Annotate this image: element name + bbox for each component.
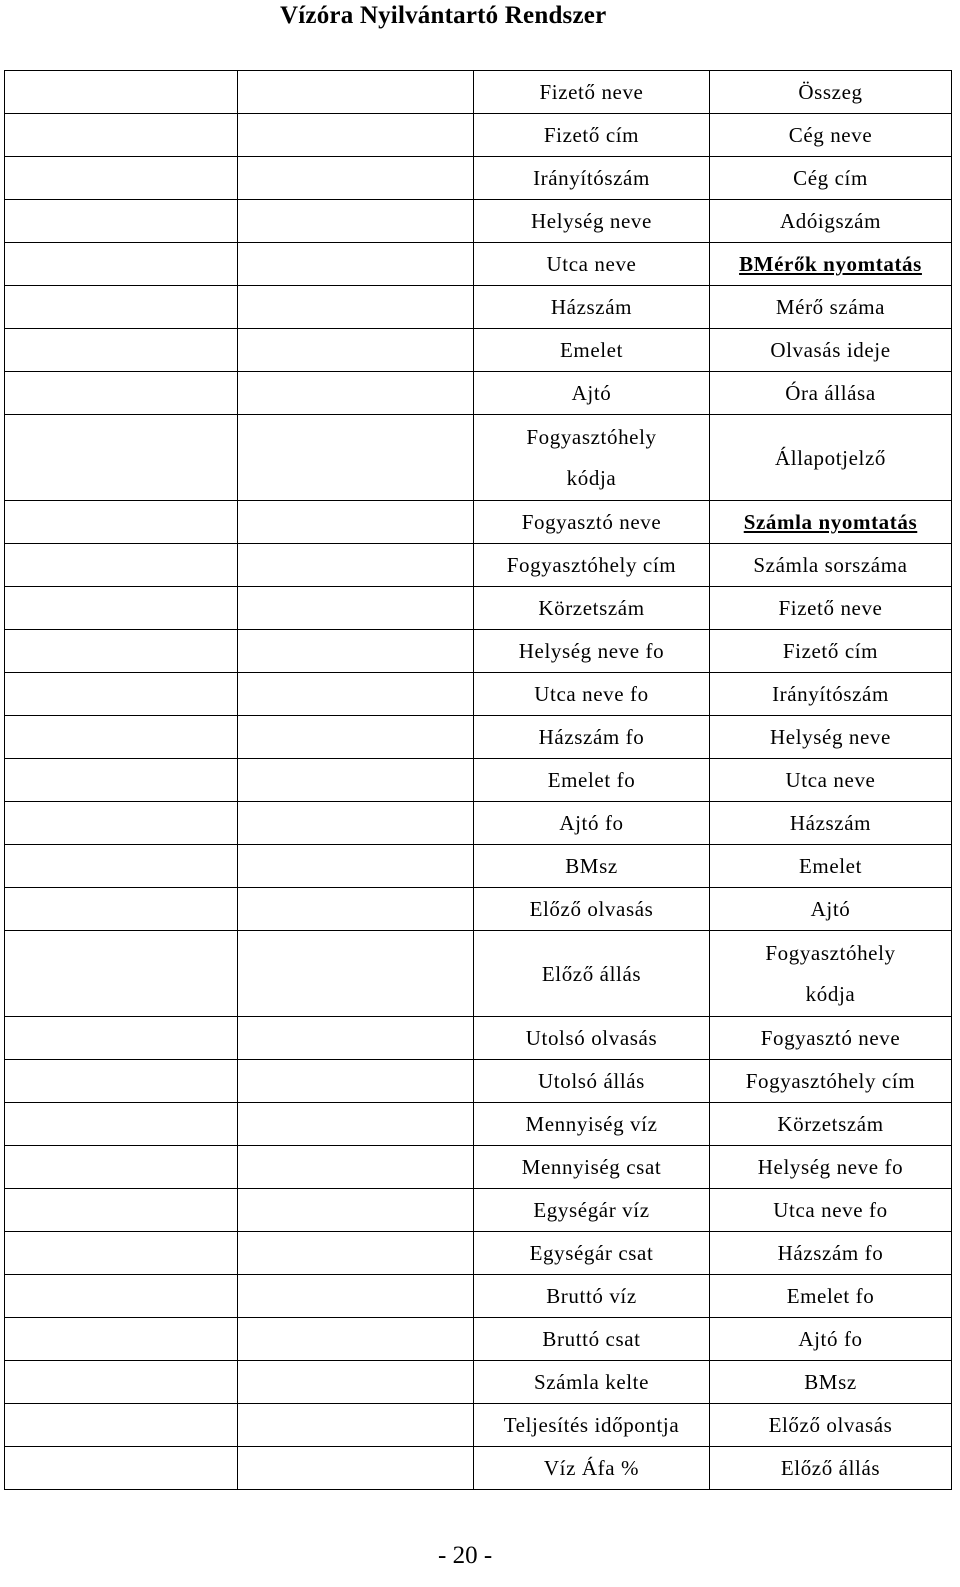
empty-cell (5, 501, 238, 544)
empty-cell (5, 71, 238, 114)
table-row (5, 1361, 952, 1404)
field-cell-left: Utolsó olvasás (474, 1017, 710, 1060)
table-row (5, 673, 952, 716)
field-table-body (5, 71, 952, 1490)
empty-cell (5, 673, 238, 716)
field-cell-right: Fizető cím (710, 630, 952, 673)
empty-cell (238, 759, 474, 802)
table-row (5, 1060, 952, 1103)
empty-cell (238, 157, 474, 200)
table-row (5, 200, 952, 243)
table-row (5, 1318, 952, 1361)
empty-cell (238, 1189, 474, 1232)
field-cell-right: Összeg (710, 71, 952, 114)
field-cell-right: Emelet fo (710, 1275, 952, 1318)
empty-cell (5, 114, 238, 157)
field-cell-left: Fizető cím (474, 114, 710, 157)
table-row (5, 630, 952, 673)
table-row (5, 286, 952, 329)
empty-cell (238, 200, 474, 243)
field-cell-left: Irányítószám (474, 157, 710, 200)
table-row (5, 372, 952, 415)
field-cell-right: Körzetszám (710, 1103, 952, 1146)
field-cell-right: Olvasás ideje (710, 329, 952, 372)
field-cell-left: Utolsó állás (474, 1060, 710, 1103)
empty-cell (238, 802, 474, 845)
empty-cell (238, 931, 474, 1017)
empty-cell (5, 587, 238, 630)
field-cell-right: Fogyasztóhely cím (710, 1060, 952, 1103)
empty-cell (238, 544, 474, 587)
table-row (5, 1017, 952, 1060)
field-cell-left: Fogyasztóhely cím (474, 544, 710, 587)
field-cell-right: Házszám fo (710, 1232, 952, 1275)
table-row (5, 157, 952, 200)
field-cell-right-line: kódja (805, 981, 856, 1006)
empty-cell (5, 544, 238, 587)
empty-cell (238, 716, 474, 759)
field-cell-left: Teljesítés időpontja (474, 1404, 710, 1447)
table-row (5, 1404, 952, 1447)
field-cell-left (474, 415, 710, 501)
page-title: Vízóra Nyilvántartó Rendszer (280, 2, 607, 29)
empty-cell (238, 1275, 474, 1318)
field-cell-right: Óra állása (710, 372, 952, 415)
table-row (5, 802, 952, 845)
empty-cell (5, 286, 238, 329)
field-cell-right: Fizető neve (710, 587, 952, 630)
field-cell-left: Helység neve fo (474, 630, 710, 673)
empty-cell (5, 329, 238, 372)
table-row (5, 716, 952, 759)
page-number: - 20 - (438, 1542, 493, 1569)
field-cell-right: Utca neve fo (710, 1189, 952, 1232)
field-cell-left: Körzetszám (474, 587, 710, 630)
empty-cell (238, 1404, 474, 1447)
table-row (5, 329, 952, 372)
field-cell-left: Fogyasztó neve (474, 501, 710, 544)
table-row (5, 888, 952, 931)
empty-cell (238, 1361, 474, 1404)
empty-cell (5, 1318, 238, 1361)
empty-cell (238, 71, 474, 114)
empty-cell (5, 243, 238, 286)
empty-cell (238, 415, 474, 501)
empty-cell (238, 630, 474, 673)
field-cell-left: Egységár víz (474, 1189, 710, 1232)
field-cell-left: Mennyiség víz (474, 1103, 710, 1146)
table-row (5, 759, 952, 802)
field-cell-right: Helység neve fo (710, 1146, 952, 1189)
table-row (5, 415, 952, 501)
table-row (5, 1232, 952, 1275)
empty-cell (238, 372, 474, 415)
table-row (5, 845, 952, 888)
table-row (5, 501, 952, 544)
field-cell-left: Fizető neve (474, 71, 710, 114)
field-cell-left: Előző állás (474, 931, 710, 1017)
field-cell-left: Bruttó víz (474, 1275, 710, 1318)
field-cell-right: Házszám (710, 802, 952, 845)
empty-cell (5, 1232, 238, 1275)
field-cell-left: BMsz (474, 845, 710, 888)
field-cell-left-line: Fogyasztóhely (526, 424, 657, 449)
empty-cell (5, 1447, 238, 1490)
field-cell-right: BMérők nyomtatás (710, 243, 952, 286)
empty-cell (5, 200, 238, 243)
empty-cell (5, 372, 238, 415)
empty-cell (238, 1146, 474, 1189)
field-cell-right: Emelet (710, 845, 952, 888)
empty-cell (238, 1232, 474, 1275)
field-cell-left: Mennyiség csat (474, 1146, 710, 1189)
table-row (5, 1146, 952, 1189)
empty-cell (5, 931, 238, 1017)
field-cell-left: Emelet fo (474, 759, 710, 802)
field-cell-right: Előző olvasás (710, 1404, 952, 1447)
empty-cell (5, 888, 238, 931)
empty-cell (238, 1017, 474, 1060)
field-cell-left: Ajtó (474, 372, 710, 415)
field-cell-left: Utca neve (474, 243, 710, 286)
field-cell-right (710, 931, 952, 1017)
table-row (5, 931, 952, 1017)
empty-cell (238, 673, 474, 716)
empty-cell (238, 114, 474, 157)
field-cell-right: Helység neve (710, 716, 952, 759)
empty-cell (238, 845, 474, 888)
empty-cell (5, 759, 238, 802)
field-cell-left: Ajtó fo (474, 802, 710, 845)
empty-cell (5, 1275, 238, 1318)
empty-cell (238, 1447, 474, 1490)
table-row (5, 544, 952, 587)
empty-cell (5, 1361, 238, 1404)
field-table (4, 70, 952, 1490)
field-cell-left: Emelet (474, 329, 710, 372)
field-cell-right: Ajtó fo (710, 1318, 952, 1361)
empty-cell (5, 157, 238, 200)
field-cell-left: Víz Áfa % (474, 1447, 710, 1490)
empty-cell (238, 501, 474, 544)
empty-cell (238, 243, 474, 286)
field-cell-right: Számla nyomtatás (710, 501, 952, 544)
empty-cell (238, 1103, 474, 1146)
field-cell-left: Helység neve (474, 200, 710, 243)
field-cell-right: Fogyasztó neve (710, 1017, 952, 1060)
field-cell-right: Ajtó (710, 888, 952, 931)
field-cell-left: Egységár csat (474, 1232, 710, 1275)
empty-cell (5, 1103, 238, 1146)
empty-cell (238, 1060, 474, 1103)
field-cell-right: Irányítószám (710, 673, 952, 716)
empty-cell (5, 630, 238, 673)
table-row (5, 587, 952, 630)
field-cell-left: Utca neve fo (474, 673, 710, 716)
field-cell-left: Számla kelte (474, 1361, 710, 1404)
field-cell-left: Bruttó csat (474, 1318, 710, 1361)
table-row (5, 1189, 952, 1232)
table-row (5, 114, 952, 157)
empty-cell (5, 716, 238, 759)
empty-cell (238, 1318, 474, 1361)
table-row (5, 71, 952, 114)
empty-cell (5, 415, 238, 501)
field-cell-right: Állapotjelző (710, 415, 952, 501)
field-cell-right: Mérő száma (710, 286, 952, 329)
empty-cell (238, 888, 474, 931)
empty-cell (238, 587, 474, 630)
field-cell-left: Előző olvasás (474, 888, 710, 931)
field-cell-right: Cég cím (710, 157, 952, 200)
empty-cell (5, 1189, 238, 1232)
table-row (5, 1103, 952, 1146)
field-cell-right: Utca neve (710, 759, 952, 802)
field-cell-right: Adóigszám (710, 200, 952, 243)
empty-cell (5, 1017, 238, 1060)
empty-cell (5, 845, 238, 888)
empty-cell (238, 286, 474, 329)
field-cell-right: BMsz (710, 1361, 952, 1404)
empty-cell (238, 329, 474, 372)
field-cell-right-line: Fogyasztóhely (765, 940, 896, 965)
table-row (5, 1275, 952, 1318)
field-cell-left: Házszám (474, 286, 710, 329)
table-row (5, 1447, 952, 1490)
empty-cell (5, 1060, 238, 1103)
table-row (5, 243, 952, 286)
empty-cell (5, 802, 238, 845)
empty-cell (5, 1146, 238, 1189)
field-cell-right: Cég neve (710, 114, 952, 157)
field-cell-right: Számla sorszáma (710, 544, 952, 587)
empty-cell (5, 1404, 238, 1447)
field-cell-left: Házszám fo (474, 716, 710, 759)
field-cell-left-line: kódja (566, 465, 617, 490)
field-cell-right: Előző állás (710, 1447, 952, 1490)
